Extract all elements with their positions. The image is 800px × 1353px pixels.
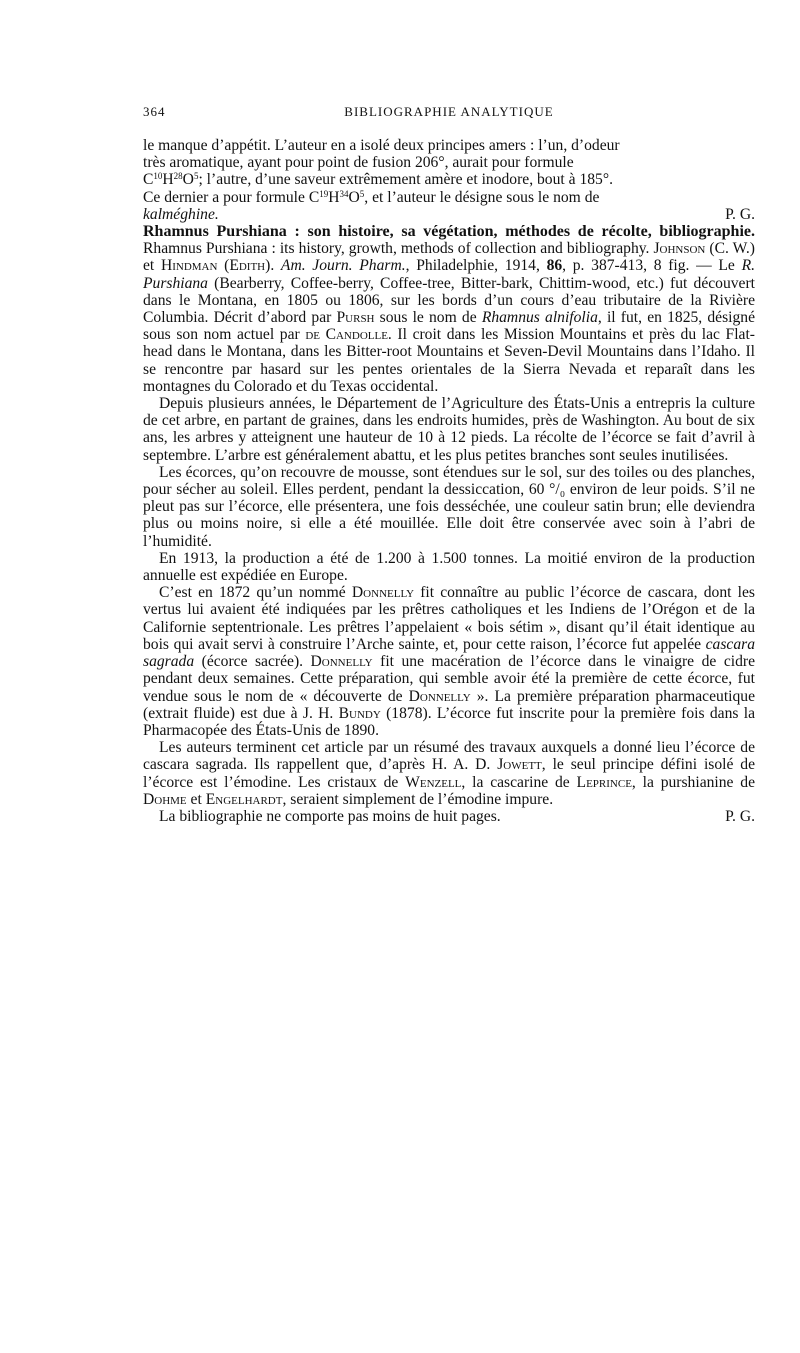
person-name: Pursh bbox=[336, 309, 375, 327]
closing-line bbox=[143, 808, 755, 825]
compound-name: kalméghine. bbox=[143, 205, 219, 223]
previous-entry-continuation bbox=[143, 137, 755, 223]
document-page bbox=[143, 103, 755, 825]
italic-term: cascara sagrada bbox=[143, 635, 755, 671]
person-name: Dohme bbox=[143, 790, 187, 808]
continuation-line: $C^{10}H^{28}O^5$; l’autre, d’une saveur extrêmement amère et inodore, bout à 185°. bbox=[143, 171, 613, 189]
person-name: Engelhardt bbox=[205, 790, 283, 808]
closing-sentence: La bibliographie ne comporte pas moins de huit pages. bbox=[159, 807, 501, 825]
person-name: Donnelly bbox=[310, 653, 373, 671]
reviewer-signature: P. G. bbox=[725, 205, 755, 223]
author-name: Hindman bbox=[160, 257, 218, 275]
continuation-line: Ce dernier a pour formule $C^{19}H^{34}O^5$, et l’auteur le désigne sous le nom de bbox=[143, 188, 600, 206]
person-name: Donnelly bbox=[408, 687, 471, 705]
person-name: Jowett bbox=[497, 756, 542, 774]
species-name: Rhamnus alnifolia bbox=[481, 309, 598, 327]
author-name: Johnson bbox=[653, 240, 706, 258]
person-name: Leprince bbox=[576, 773, 632, 791]
running-header bbox=[143, 103, 755, 125]
running-title: BIBLIOGRAPHIE ANALYTIQUE bbox=[344, 104, 554, 119]
journal-name: Am. Journ. Pharm. bbox=[280, 257, 406, 275]
english-title: Rhamnus Purshiana : its history, growth, methods of collection and bibliography. bbox=[143, 240, 654, 258]
body-paragraph: Les écorces, qu’on recouvre de mousse, sont étendues sur le sol, sur des toiles ou des planches, pour sécher au soleil. Elles perdent, pendant la dessiccation, 60 °/₀ environ de leur poids. S’il ne pleut pas sur l’écorce, elle présentera, une fois desséchée, une couleur satin brun; elle deviendra plus ou moins noire, si elle a été mouillée. Elle doit être conservée avec soin à l’abri de l’humidité. bbox=[143, 463, 755, 550]
body-paragraph: En 1913, la production a été de 1.200 à 1.500 tonnes. La moitié environ de la production annuelle est expédiée en Europe. bbox=[143, 549, 755, 585]
entry-header-paragraph: Rhamnus Purshiana : son histoire, sa végétation, méthodes de récolte, bibliographie. Rhamnus Purshiana : its history, growth, methods of collection and bibliography. Johnson (C. W.) et Hindman (Edith). Am. Journ. Pharm., Philadelphie, 1914, 86, p. 387-413, 8 fig. — Le R. Purshiana (Bearberry, Coffee-berry, Coffee-tree, Bitter-bark, Chittim-wood, etc.) fut découvert dans le Montana, en 1805 ou 1806, sur les bords d’un cours d’eau tributaire de la Rivière Columbia. Décrit d’abord par Pursh sous le nom de Rhamnus alnifolia, il fut, en 1825, désigné sous son nom actuel par de Candolle. Il croit dans les Mission Mountains et près du lac Flat-head dans le Montana, dans les Bitter-root Mountains et Seven-Devil Mountains dans l’Idaho. Il se rencontre par hasard sur les pentes orientales de la Sierra Nevada et reparaît dans les montagnes du Colorado et du Texas occidental. bbox=[143, 223, 755, 395]
volume-number: 86 bbox=[546, 257, 563, 275]
body-paragraph: Les auteurs terminent cet article par un résumé des travaux auxquels a donné lieu l’écorce de cascara sagrada. Ils rappellent que, d’après H. A. D. Jowett, le seul principe défini isolé de l’écorce est l’émodine. Les cristaux de Wenzell, la cascarine de Leprince, la purshianine de Dohme et Engelhardt, seraient simplement de l’émodine impure. bbox=[143, 739, 755, 808]
continuation-line: le manque d’appétit. L’auteur en a isolé deux principes amers : l’un, d’odeur bbox=[143, 137, 620, 154]
continuation-line: très aromatique, ayant pour point de fusion 206°, aurait pour formule bbox=[143, 154, 574, 172]
bibliography-entry bbox=[143, 223, 755, 825]
person-name: Wenzell bbox=[405, 773, 462, 791]
chemical-formula: $C^{10}H^{28}O^5$ bbox=[143, 171, 199, 189]
reviewer-signature: P. G. bbox=[725, 807, 755, 825]
body-paragraph: Depuis plusieurs années, le Département de l’Agriculture des États-Unis a entrepris la culture de cet arbre, en partant de graines, dans les endroits humides, près de Washington. Au bout de six ans, les arbres y atteignent une hauteur de 10 à 12 pieds. La récolte de l’écorce se fait d’avril à septembre. L’arbre est généralement abattu, et les plus petites branches sont seules inutilisées. bbox=[143, 395, 755, 464]
person-name: Donnelly bbox=[351, 584, 415, 602]
chemical-formula: $C^{19}H^{34}O^5$ bbox=[308, 188, 365, 206]
continuation-line bbox=[143, 206, 755, 223]
page-number: 364 bbox=[143, 104, 166, 119]
article-title: Rhamnus Purshiana : son histoire, sa végétation, méthodes de récolte, bibliographie. bbox=[143, 223, 755, 241]
author-first-name: Edith bbox=[229, 257, 266, 275]
body-paragraph: C’est en 1872 qu’un nommé Donnelly fit connaître au public l’écorce de cascara, dont les vertus lui avaient été indiquées par les prêtres catholiques et les Indiens de l’Orégon et de la Californie septentrionale. Les prêtres l’appelaient « bois sétim », disant qu’il était identique au bois qui avait servi à construire l’Arche sainte, et, pour cette raison, l’écorce fut appelée cascara sagrada (écorce sacrée). Donnelly fit une macération de l’écorce dans le vinaigre de cidre pendant deux semaines. Cette préparation, qui semble avoir été la première de cette écorce, fut vendue sous le nom de « découverte de Donnelly ». La première préparation pharmaceutique (extrait fluide) est due à J. H. Bundy (1878). L’écorce fut inscrite pour la première fois dans la Pharmacopée des États-Unis de 1890. bbox=[143, 584, 756, 739]
species-name: R. Purshiana bbox=[143, 257, 755, 292]
person-name: de Candolle bbox=[305, 326, 388, 344]
person-name: Bundy bbox=[338, 704, 381, 722]
